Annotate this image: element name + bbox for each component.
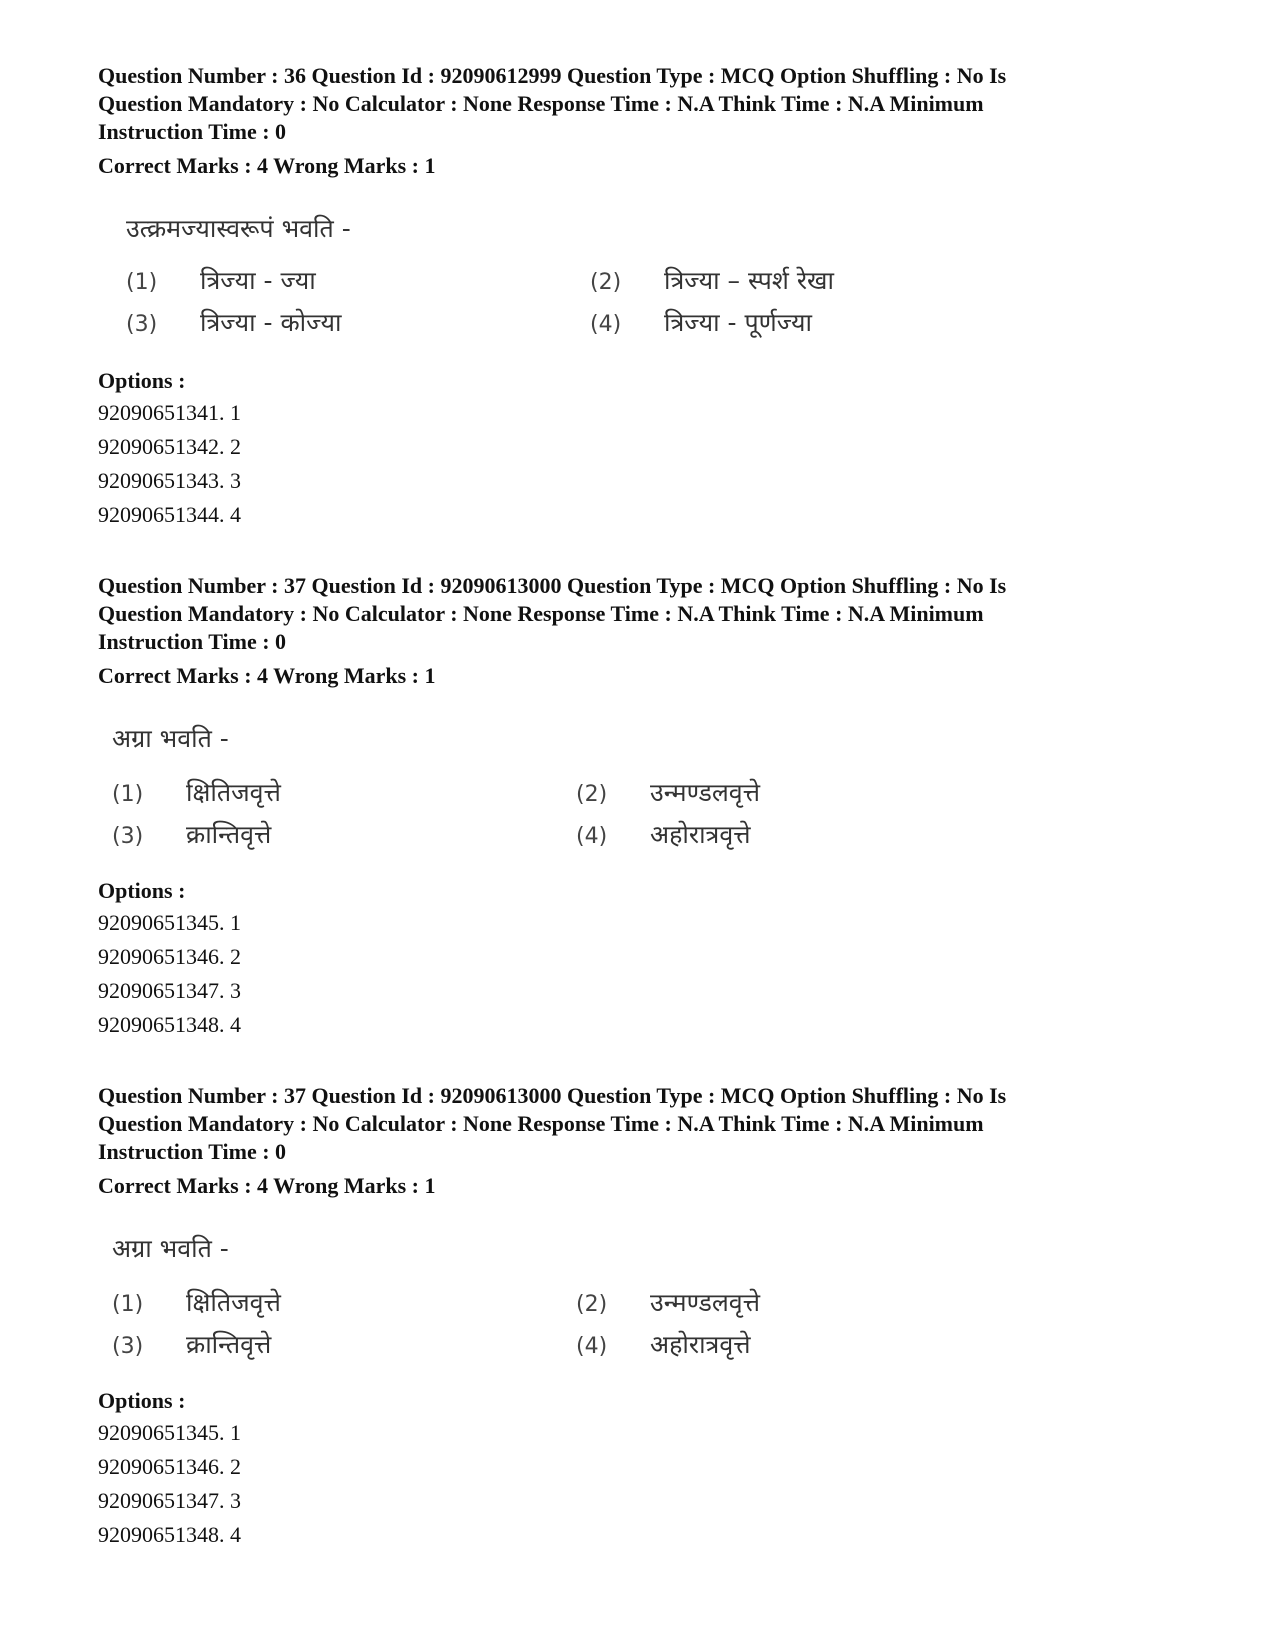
question-block-37 (98, 572, 1178, 1042)
choice-3 (112, 818, 271, 854)
choice-text: अहोरात्रवृत्ते (650, 820, 751, 849)
meta-line: Question Number : 37 Question Id : 92090613000 Question Type : MCQ Option Shuffling : No Is (98, 1083, 1007, 1108)
question-stem: अग्रा भवति - (112, 1234, 229, 1263)
choice-4 (576, 1328, 751, 1364)
choice-text: त्रिज्या - पूर्णज्या (664, 308, 813, 337)
choice-3 (112, 1328, 271, 1364)
option-row: 92090651346. 2 (98, 1454, 241, 1479)
choice-number: (4) (576, 824, 608, 849)
choice-number: (2) (576, 782, 608, 807)
question-meta (98, 62, 1178, 146)
choice-text: उन्मण्डलवृत्ते (650, 778, 760, 807)
choice-number: (1) (126, 270, 158, 295)
choice-number: (4) (576, 1334, 608, 1359)
choice-text: क्रान्तिवृत्ते (186, 820, 272, 849)
choice-2 (576, 1286, 760, 1322)
choice-1 (126, 264, 316, 300)
choice-number: (2) (590, 270, 622, 295)
choice-3 (126, 306, 341, 342)
choice-1 (112, 776, 281, 812)
meta-line: Question Mandatory : No Calculator : None Response Time : N.A Think Time : N.A Minimum (98, 1111, 984, 1136)
question-block-37-repeat (98, 1082, 1178, 1552)
options-heading: Options : (98, 1388, 186, 1413)
choice-4 (590, 306, 812, 342)
choice-2 (576, 776, 760, 812)
choice-number: (1) (112, 1292, 144, 1317)
option-row: 92090651342. 2 (98, 434, 241, 459)
option-row: 92090651347. 3 (98, 978, 241, 1003)
marks-line: Correct Marks : 4 Wrong Marks : 1 (98, 663, 436, 688)
question-stem: उत्क्रमज्यास्वरूपं भवति - (126, 214, 351, 243)
choice-number: (3) (112, 824, 144, 849)
choice-text: क्षितिजवृत्ते (186, 1288, 281, 1317)
meta-line: Question Mandatory : No Calculator : None Response Time : N.A Think Time : N.A Minimum (98, 91, 984, 116)
option-row: 92090651343. 3 (98, 468, 241, 493)
choice-number: (4) (590, 312, 622, 337)
question-stem: अग्रा भवति - (112, 724, 229, 753)
option-row: 92090651348. 4 (98, 1522, 241, 1547)
choice-text: क्षितिजवृत्ते (186, 778, 281, 807)
question-image (98, 690, 1178, 858)
choice-number: (1) (112, 782, 144, 807)
marks-line: Correct Marks : 4 Wrong Marks : 1 (98, 153, 436, 178)
option-row: 92090651348. 4 (98, 1012, 241, 1037)
meta-line: Instruction Time : 0 (98, 119, 287, 144)
question-image (98, 180, 1178, 348)
option-row: 92090651345. 1 (98, 910, 241, 935)
meta-line: Question Mandatory : No Calculator : None Response Time : N.A Think Time : N.A Minimum (98, 601, 984, 626)
options-heading: Options : (98, 878, 186, 903)
choice-text: त्रिज्या - ज्या (200, 266, 316, 295)
question-block-36 (98, 62, 1178, 532)
choice-text: त्रिज्या - कोज्या (200, 308, 342, 337)
meta-line: Question Number : 36 Question Id : 92090612999 Question Type : MCQ Option Shuffling : No Is (98, 63, 1007, 88)
choice-text: क्रान्तिवृत्ते (186, 1330, 272, 1359)
choice-number: (3) (112, 1334, 144, 1359)
choice-2 (590, 264, 834, 300)
choice-4 (576, 818, 751, 854)
choice-number: (3) (126, 312, 158, 337)
question-image (98, 1200, 1178, 1368)
choice-text: अहोरात्रवृत्ते (650, 1330, 751, 1359)
meta-line: Question Number : 37 Question Id : 92090613000 Question Type : MCQ Option Shuffling : No Is (98, 573, 1007, 598)
question-meta (98, 1082, 1178, 1166)
option-row: 92090651346. 2 (98, 944, 241, 969)
meta-line: Instruction Time : 0 (98, 629, 287, 654)
options-heading: Options : (98, 368, 186, 393)
choice-text: उन्मण्डलवृत्ते (650, 1288, 760, 1317)
question-meta (98, 572, 1178, 656)
option-row: 92090651347. 3 (98, 1488, 241, 1513)
choice-1 (112, 1286, 281, 1322)
choice-text: त्रिज्या – स्पर्श रेखा (664, 266, 834, 295)
option-row: 92090651344. 4 (98, 502, 241, 527)
option-row: 92090651341. 1 (98, 400, 241, 425)
choice-number: (2) (576, 1292, 608, 1317)
meta-line: Instruction Time : 0 (98, 1139, 287, 1164)
marks-line: Correct Marks : 4 Wrong Marks : 1 (98, 1173, 436, 1198)
option-row: 92090651345. 1 (98, 1420, 241, 1445)
